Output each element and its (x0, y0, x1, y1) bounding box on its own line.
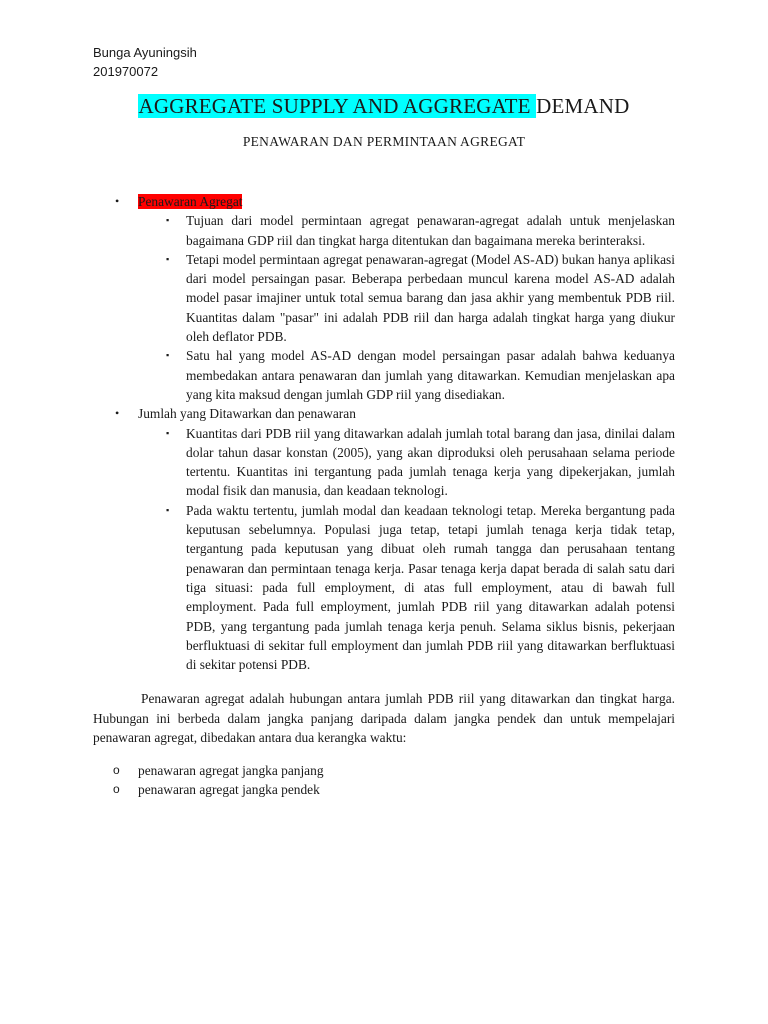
list-item-text: penawaran agregat jangka pendek (138, 782, 320, 797)
bullet-icon: • (115, 406, 120, 421)
list-item-text: penawaran agregat jangka panjang (138, 762, 324, 778)
list-item-text: Kuantitas dari PDB riil yang ditawarkan adalah jumlah total barang dan jasa, dinilai dalam dolar tahun dasar konstan (2005), yang akan diproduksi oleh perusahaan selama periode tertentu. Kuantitas ini tergantung pada jumlah tenaga kerja yang dipekerjakan, jumlah modal fisik dan manusia, dan keadaan teknologi. (186, 425, 675, 499)
square-bullet-icon: ▪ (166, 253, 170, 264)
author-name: Bunga Ayuningsih (93, 45, 197, 60)
section-items (138, 424, 675, 675)
author-block (93, 43, 197, 81)
section-penawaran-agregat (93, 192, 675, 404)
square-bullet-icon: ▪ (166, 350, 170, 361)
list-item (138, 424, 675, 501)
circle-bullet-icon: o (113, 762, 120, 777)
list-item (138, 250, 675, 346)
author-id: 201970072 (93, 64, 159, 79)
section-list (93, 192, 675, 674)
list-item (138, 501, 675, 675)
square-bullet-icon: ▪ (166, 215, 170, 226)
body-paragraph: Penawaran agregat adalah hubungan antara jumlah PDB riil yang ditawarkan dan tingkat harga. Hubungan ini berbeda dalam jangka panjang daripada dalam jangka pendek dan untuk mempelajari penawaran agregat, dibedakan antara dua kerangka waktu: (93, 691, 675, 746)
section-jumlah-ditawarkan (93, 404, 675, 674)
list-item (93, 780, 675, 799)
timeframe-list (93, 761, 675, 800)
title-highlighted: AGGREGATE SUPPLY AND AGGREGATE (138, 94, 537, 118)
list-item-text: Tujuan dari model permintaan agregat penawaran-agregat adalah untuk menjelaskan bagaimana GDP riil dan tingkat harga ditentukan dan bagaimana mereka berinteraksi. (186, 213, 675, 248)
square-bullet-icon: ▪ (166, 504, 170, 515)
list-item-text: Tetapi model permintaan agregat penawaran-agregat (Model AS-AD) bukan hanya aplikasi dari model persaingan pasar. Beberapa perbedaan muncul karena model AS-AD adalah model pasar imajiner untuk total semua barang dan jasa akhir yang membentuk PDB riil. Kuantitas dalam "pasar" ini adalah PDB riil dan harga adalah tingkat harga yang diukur oleh deflator PDB. (186, 251, 675, 345)
bullet-icon: • (115, 194, 120, 208)
square-bullet-icon: ▪ (166, 427, 170, 438)
document-body (93, 192, 675, 799)
list-item (138, 211, 675, 250)
list-item-text: Pada waktu tertentu, jumlah modal dan keadaan teknologi tetap. Mereka bergantung pada keputusan sebelumnya. Populasi juga tetap, tetapi jumlah tenaga kerja tidak tetap, tergantung pada keputusan yang dibuat oleh rumah tangga dan perusahaan tentang penawaran dan permintaan tenaga kerja. Pasar tenaga kerja dapat berada di salah satu dari tiga situasi: pada full employment, di atas full employment, atau di bawah full employment. Pada full employment, jumlah PDB riil yang ditawarkan adalah potensi PDB, yang tergantung pada jumlah tenaga kerja penuh. Selama siklus bisnis, pekerjaan berfluktuasi di sekitar full employment dan jumlah PDB riil yang ditawarkan berfluktuasi di sekitar potensi PDB. (186, 502, 675, 673)
page-title (0, 93, 768, 119)
section-heading: Penawaran Agregat (138, 194, 243, 209)
section-items (138, 211, 675, 404)
title-rest: DEMAND (536, 94, 630, 118)
list-item (93, 761, 675, 780)
circle-bullet-icon: o (113, 782, 120, 796)
list-item-text: Satu hal yang model AS-AD dengan model persaingan pasar adalah bahwa keduanya membedakan antara penawaran dan jumlah yang ditawarkan. Kemudian menjelaskan apa yang kita maksud dengan jumlah GDP riil yang disediakan. (186, 348, 675, 402)
list-item (138, 346, 675, 404)
section-heading: Jumlah yang Ditawarkan dan penawaran (138, 406, 356, 422)
page-subtitle: PENAWARAN DAN PERMINTAAN AGREGAT (242, 134, 526, 149)
